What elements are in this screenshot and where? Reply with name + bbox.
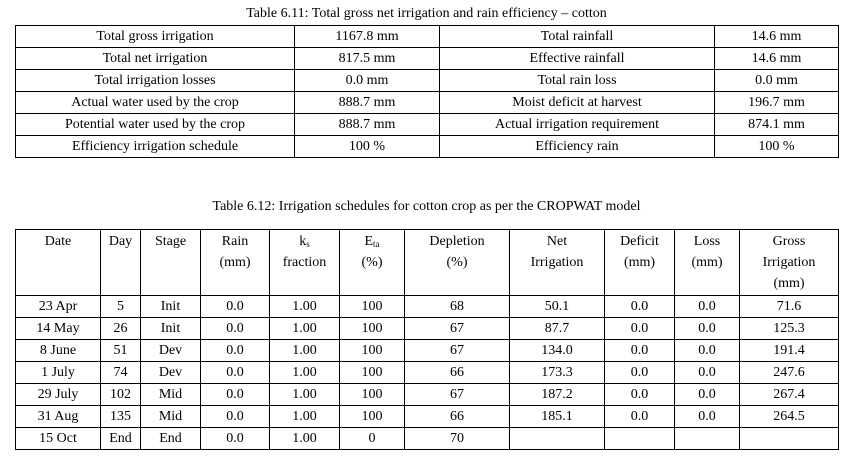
table-cell: 70 — [405, 428, 510, 450]
table-cell — [675, 428, 740, 450]
table-cell: 100 % — [295, 136, 440, 158]
table-cell: 267.4 — [740, 384, 839, 406]
table-cell: Init — [141, 318, 201, 340]
header-ks: $k_s$ fraction — [270, 230, 340, 296]
table-cell: 264.5 — [740, 406, 839, 428]
table-cell: 817.5 mm — [295, 48, 440, 70]
table-cell: 0.0 — [675, 362, 740, 384]
table-cell: 187.2 — [510, 384, 605, 406]
table-cell: 0.0 — [201, 318, 270, 340]
table-cell: 100 — [340, 340, 405, 362]
table-cell: 0.0 — [675, 406, 740, 428]
table-cell: Init — [141, 296, 201, 318]
table-cell: 0.0 — [201, 384, 270, 406]
table-cell: Actual water used by the crop — [16, 92, 295, 114]
table-cell: 0.0 — [201, 406, 270, 428]
table-cell: 125.3 — [740, 318, 839, 340]
table-row — [16, 362, 839, 384]
table-cell: Effective rainfall — [440, 48, 715, 70]
table-cell: 0.0 — [675, 340, 740, 362]
table-cell: 0.0 — [201, 340, 270, 362]
header-date: Date — [16, 230, 101, 296]
header-rain: Rain (mm) — [201, 230, 270, 296]
table-cell: 15 Oct — [16, 428, 101, 450]
table-cell: 50.1 — [510, 296, 605, 318]
table-row — [16, 384, 839, 406]
table-cell: 29 July — [16, 384, 101, 406]
table-cell: 0.0 — [605, 340, 675, 362]
table-cell: 1.00 — [270, 296, 340, 318]
table-cell: 67 — [405, 384, 510, 406]
table-cell: 1.00 — [270, 406, 340, 428]
header-deficit: Deficit (mm) — [605, 230, 675, 296]
table-6-12-caption: Table 6.12: Irrigation schedules for cotton crop as per the CROPWAT model — [212, 199, 641, 214]
header-stage: Stage — [141, 230, 201, 296]
table-cell: Total rainfall — [440, 26, 715, 48]
header-gross-irrigation: Gross Irrigation (mm) — [740, 230, 839, 296]
table-row — [16, 340, 839, 362]
table-cell: 31 Aug — [16, 406, 101, 428]
table-cell: 67 — [405, 340, 510, 362]
header-eta: $E_{ta}$ (%) — [340, 230, 405, 296]
table-cell: Potential water used by the crop — [16, 114, 295, 136]
table-cell: Actual irrigation requirement — [440, 114, 715, 136]
table-cell: 888.7 mm — [295, 114, 440, 136]
table-cell: 100 — [340, 318, 405, 340]
table-cell: Moist deficit at harvest — [440, 92, 715, 114]
table-cell: Total irrigation losses — [16, 70, 295, 92]
table-cell: 0.0 — [605, 406, 675, 428]
table-cell: 51 — [101, 340, 141, 362]
table-row — [16, 296, 839, 318]
table-cell: 0.0 — [605, 362, 675, 384]
table-cell: Efficiency rain — [440, 136, 715, 158]
table-cell: 173.3 — [510, 362, 605, 384]
table-row — [16, 114, 839, 136]
table-cell: 0.0 — [675, 384, 740, 406]
table-cell: 68 — [405, 296, 510, 318]
table-cell: Mid — [141, 406, 201, 428]
table-cell: 0 — [340, 428, 405, 450]
header-depletion: Depletion (%) — [405, 230, 510, 296]
table-cell: 100 — [340, 296, 405, 318]
table-cell: 0.0 mm — [715, 70, 839, 92]
table-cell: 100 — [340, 406, 405, 428]
table-cell: 196.7 mm — [715, 92, 839, 114]
table-cell: 8 June — [16, 340, 101, 362]
table-cell: 185.1 — [510, 406, 605, 428]
table-cell: 26 — [101, 318, 141, 340]
table-row — [16, 428, 839, 450]
table-cell: 14.6 mm — [715, 26, 839, 48]
schedule-header-row — [16, 230, 839, 296]
table-cell: 14.6 mm — [715, 48, 839, 70]
table-row — [16, 92, 839, 114]
table-cell: 888.7 mm — [295, 92, 440, 114]
table-cell: 191.4 — [740, 340, 839, 362]
table-cell: Total net irrigation — [16, 48, 295, 70]
table-cell: 1 July — [16, 362, 101, 384]
table-cell: 0.0 — [605, 296, 675, 318]
table-cell: End — [101, 428, 141, 450]
table-cell: 1.00 — [270, 340, 340, 362]
header-loss: Loss (mm) — [675, 230, 740, 296]
irrigation-efficiency-table — [15, 25, 839, 158]
table-row — [16, 406, 839, 428]
table-cell: 1.00 — [270, 384, 340, 406]
table-cell: 23 Apr — [16, 296, 101, 318]
table-row — [16, 26, 839, 48]
table-row — [16, 136, 839, 158]
table-cell: 87.7 — [510, 318, 605, 340]
table-cell: Dev — [141, 362, 201, 384]
table-cell — [510, 428, 605, 450]
table-row — [16, 48, 839, 70]
table-cell: Dev — [141, 340, 201, 362]
table-cell: 0.0 — [675, 318, 740, 340]
table-cell: 100 — [340, 362, 405, 384]
table-cell: 874.1 mm — [715, 114, 839, 136]
table-cell: 14 May — [16, 318, 101, 340]
table-cell: 0.0 mm — [295, 70, 440, 92]
table-cell: 0.0 — [201, 428, 270, 450]
header-net-irrigation: Net Irrigation — [510, 230, 605, 296]
table-cell: 1.00 — [270, 362, 340, 384]
table-row — [16, 318, 839, 340]
table-6-11-caption: Table 6.11: Total gross net irrigation and rain efficiency – cotton — [246, 6, 607, 21]
table-cell: 1.00 — [270, 428, 340, 450]
table-cell: 67 — [405, 318, 510, 340]
table-row — [16, 70, 839, 92]
table-cell — [740, 428, 839, 450]
table-cell: 66 — [405, 406, 510, 428]
table-cell: Mid — [141, 384, 201, 406]
table-cell — [605, 428, 675, 450]
table-cell: 100 % — [715, 136, 839, 158]
table-cell: 247.6 — [740, 362, 839, 384]
table-cell: Total rain loss — [440, 70, 715, 92]
table-cell: 71.6 — [740, 296, 839, 318]
table-cell: 0.0 — [605, 384, 675, 406]
table-cell: 1.00 — [270, 318, 340, 340]
table-cell: 74 — [101, 362, 141, 384]
irrigation-schedule-table — [15, 229, 839, 450]
table-cell: 0.0 — [201, 296, 270, 318]
table-cell: 5 — [101, 296, 141, 318]
table-cell: Efficiency irrigation schedule — [16, 136, 295, 158]
table-cell: 1167.8 mm — [295, 26, 440, 48]
table-cell: 102 — [101, 384, 141, 406]
header-day: Day — [101, 230, 141, 296]
table-cell: End — [141, 428, 201, 450]
table-cell: 100 — [340, 384, 405, 406]
table-cell: 134.0 — [510, 340, 605, 362]
table-cell: 0.0 — [605, 318, 675, 340]
table-cell: 0.0 — [675, 296, 740, 318]
table-cell: 0.0 — [201, 362, 270, 384]
table-cell: 135 — [101, 406, 141, 428]
table-cell: 66 — [405, 362, 510, 384]
table-cell: Total gross irrigation — [16, 26, 295, 48]
